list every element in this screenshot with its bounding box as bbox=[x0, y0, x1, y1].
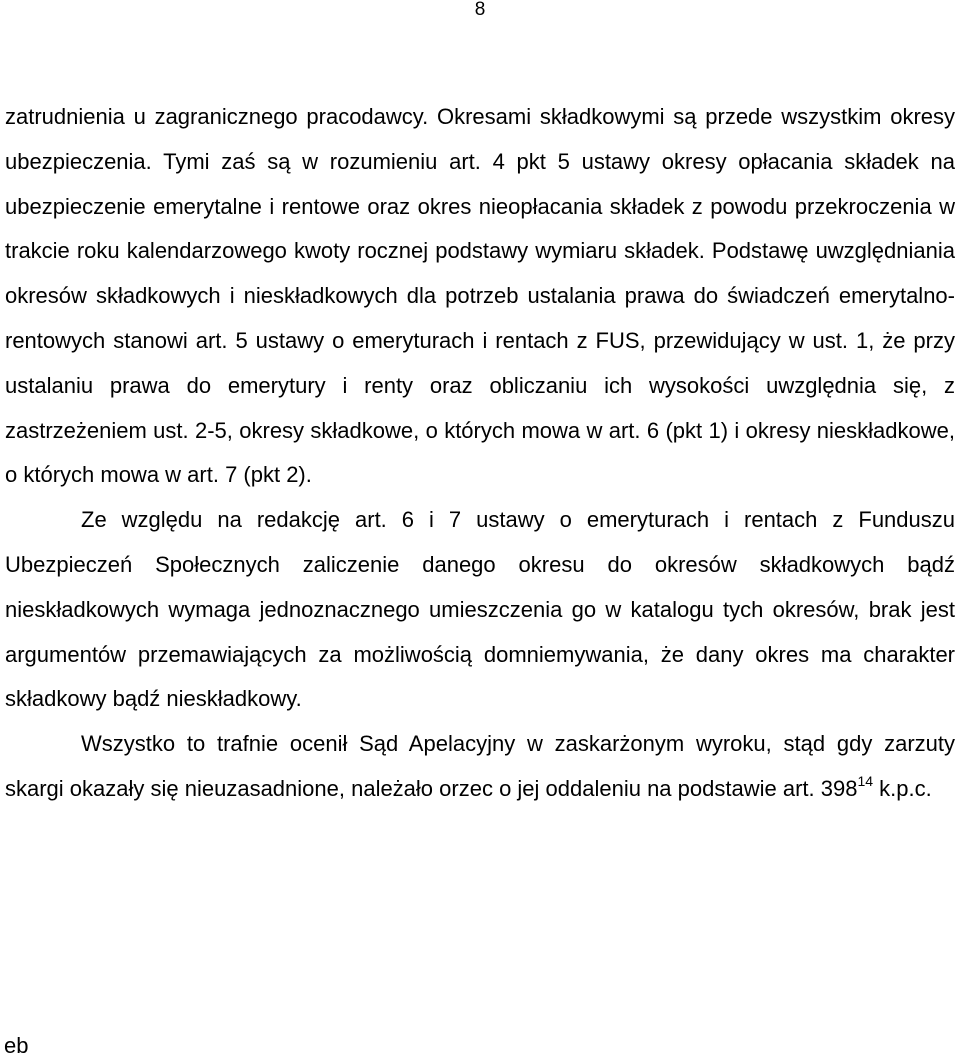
paragraph-court-conclusion bbox=[5, 722, 955, 812]
document-body bbox=[5, 95, 955, 812]
paragraph-court-conclusion-text: Wszystko to trafnie ocenił Sąd Apelacyjny w zaskarżonym wyroku, stąd gdy zarzuty skargi okazały się nieuzasadnione, należało orzec o jej oddaleniu na podstawie art. 398 bbox=[5, 731, 955, 801]
paragraph-statutory-catalogue: Ze względu na redakcję art. 6 i 7 ustawy o emeryturach i rentach z Funduszu Ubezpieczeń Społecznych zaliczenie danego okresu do okresów składkowych bądź nieskładkowych wymaga jednoznacznego umieszczenia go w katalogu tych okresów, brak jest argumentów przemawiających za możliwością domniemywania, że dany okres ma charakter składkowy bądź nieskładkowy. bbox=[5, 507, 955, 712]
footer-initials: eb bbox=[4, 1033, 29, 1058]
paragraph-court-conclusion-ending: k.p.c. bbox=[873, 775, 932, 801]
article-superscript: 14 bbox=[857, 772, 874, 789]
page-number: 8 bbox=[474, 0, 486, 20]
paragraph-contribution-periods: zatrudnienia u zagranicznego pracodawcy. Okresami składkowymi są przede wszystkim okresy ubezpieczenia. Tymi zaś są w rozumieniu art. 4 pkt 5 ustawy okresy opłacania składek na ubezpieczenie emerytalne i rentowe oraz okres nieopłacania składek z powodu przekroczenia w trakcie roku kalendarzowego kwoty rocznej podstawy wymiaru składek. Podstawę uwzględniania okresów składkowych i nieskładkowych dla potrzeb ustalania prawa do świadczeń emerytalno-rentowych stanowi art. 5 ustawy o emeryturach i rentach z FUS, przewidujący w ust. 1, że przy ustalaniu prawa do emerytury i renty oraz obliczaniu ich wysokości uwzględnia się, z zastrzeżeniem ust. 2-5, okresy składkowe, o których mowa w art. 6 (pkt 1) i okresy nieskładkowe, o których mowa w art. 7 (pkt 2). bbox=[5, 104, 955, 488]
